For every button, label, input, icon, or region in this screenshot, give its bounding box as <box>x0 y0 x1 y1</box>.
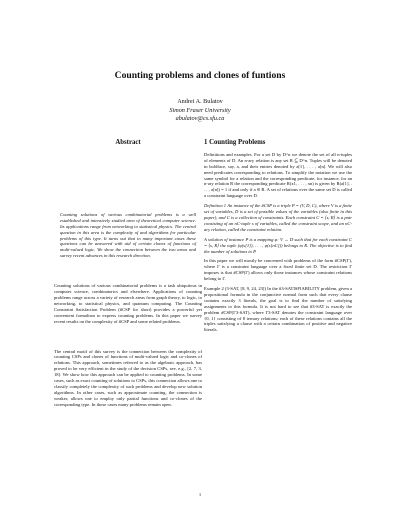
csp-gamma-paragraph: In this paper we will mostly be concerned with problems of the form #CSP(Γ), where Γ is a constraint language over a fixed finite set D. The restriction Γ imposes is that #CSP(Γ) allows only those instances whose constraint relations belong to Γ. <box>204 258 352 282</box>
definitions-paragraph: Definitions and examples. For a set D by D^n we denote the set of all n-tuples of elements of D. An n-ary relation is any set R ⊆ D^n. Tuples will be denoted in boldface, say, a, and their entries denoted by a[1], . . . , a[n]. We will also need predicates corresponding to relations. To simplify the notation we use the same symbol for a relation and the corresponding predicate, for instance, for an n-ary relation R the corresponding predicate R(x1, . . . , xn) is given by R(a[1], . . . , a[n]) = 1 if and only if a ∈ R. A set of relations over the same set D is called a constraint language over D. <box>204 151 352 199</box>
abstract-text: Counting solutions of various combinatorial problems is a well established and intensively studied area of theoretical computer science. Its applications range from networking to statistical physics. The central question in this area is the complexity of and algorithms for particular problems of this type. It turns out that in many important cases these questions can be answered with aid of certain clones of functions of multi-valued logic. We show the connection between the two areas and survey recent advances in this research direction. <box>60 211 196 259</box>
intro-paragraph-1: Counting solutions of various combinatorial problems is a task ubiquitous in computer science, combinatorics and elsewhere. Applications of counting problems range across a variety of research areas from graph theory, to logic, to networking, to statistical physics, and quantum computing. The Counting Constraint Satisfaction Problem (#CSP for short) provides a powerful yet convenient formalism to express counting problems. In this paper we survey recent results on the complexity of #CSP and some related problems. <box>54 283 202 324</box>
paper-title: Counting problems and clones of funtions <box>114 70 286 81</box>
affiliation: Simon Fraser University <box>169 106 231 114</box>
right-column <box>204 140 352 337</box>
section-heading: 1 Counting Problems <box>204 139 266 146</box>
example-2: Example 2 (3-SAT, [8, 9, 24, 23]) In the #3-SATISFIABILITY problem, given a propositional formula in the conjunctive normal form such that every clause contains exactly 3 literals, the goal is to find the number of satisfying assignments to this formula. It is not hard to see that #3-SAT is exactly the problem #CSP(Γ3-SAT), where Γ3-SAT denotes the constraint language over {0, 1} consisting of 8 ternary relations; each of these relations contains all the triples satisfying a clause with a certain combination of positive and negative literals. <box>204 286 352 333</box>
abstract-heading: Abstract <box>115 139 141 146</box>
definition-1-solution: A solution of instance P is a mapping φ: V → D such that for each constraint C = ⟨s, R⟩ the tuple (φ(s[1]), . . . , φ(s[nC])) belongs to R. The objective is to find the number of solutions to P. <box>204 236 352 254</box>
author-email: abulatov@cs.sfu.ca <box>175 115 225 122</box>
author-name: Andrei A. Bulatov <box>177 98 223 105</box>
author-block <box>0 98 400 124</box>
definition-1: Definition 1 An instance of the #CSP is a triple P = (V, D, C), where V is a finite set of variables, D is a set of possible values of the variables (also finite in this paper), and C is a collection of constraints. Each constraint C = ⟨s, R⟩ is a pair consisting of an nC-tuple s of variables, called the constraint scope, and an nC-ary relation, called the constraint relation. <box>204 203 352 232</box>
intro-paragraph-2: The central motif of this survey is the connection between the complexity of counting CSPs and clones of functions of multi-valued logic and co-clones of relations. This approach, sometimes referred to as the algebraic approach, has proved to be very efficient in the study of the decision CSPs, see, e.g., [2, 7, 3, 18]. We show how this approach can be applied to counting problems. In some cases, such as exact counting of solutions to CSPs, this connection allows one to classify completely the complexity of such problems and develop new solution algorithms. In other cases, such as approximate counting, the connection is weaker, allows one to employ only partial functions and co-clones of the corresponding type. In those cases many problems remain open. <box>54 348 202 407</box>
left-column <box>54 140 202 412</box>
page-number: 1 <box>198 492 202 497</box>
